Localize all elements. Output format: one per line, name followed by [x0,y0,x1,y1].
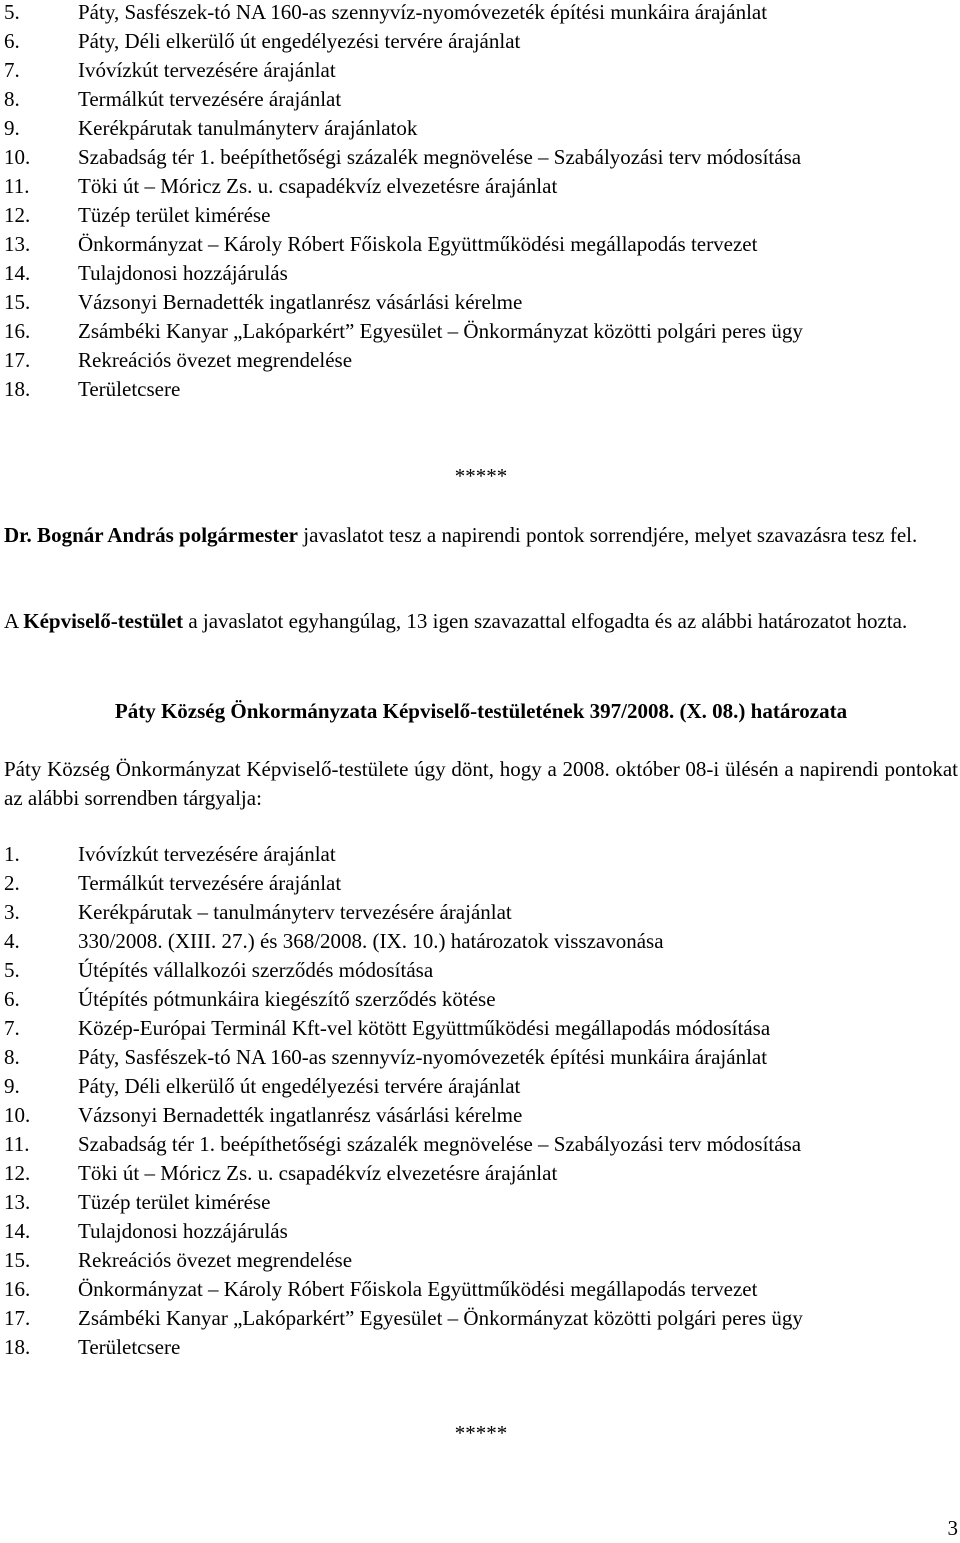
list-item [4,27,958,56]
list-item [4,143,958,172]
list-item [4,1333,958,1362]
list-item-number: 4. [4,929,20,953]
proposal-text: javaslatot tesz a napirendi pontok sorrendjére, melyet szavazásra tesz fel. [298,523,918,547]
list-item [4,288,958,317]
list-item-number: 7. [4,1016,20,1040]
list-item-text: 330/2008. (XIII. 27.) és 368/2008. (IX. 10.) határozatok visszavonása [78,929,664,953]
list-item [4,1043,958,1072]
list-item-number: 17. [4,1306,31,1330]
list-item-number: 16. [4,1277,31,1301]
list-item [4,317,958,346]
list-item-text: Páty, Sasfészek-tó NA 160-as szennyvíz-nyomóvezeték építési munkáira árajánlat [78,0,768,24]
list-item [4,230,958,259]
list-item [4,985,958,1014]
list-item-number: 7. [4,58,20,82]
list-item [4,0,958,27]
vote-prefix: A [4,609,24,633]
list-item [4,1130,958,1159]
list-item-number: 1. [4,842,20,866]
list-item-text: Vázsonyi Bernadették ingatlanrész vásárlási kérelme [78,1103,523,1127]
page-number: 3 [947,1516,958,1540]
list-item-text: Töki út – Móricz Zs. u. csapadékvíz elvezetésre árajánlat [78,174,558,198]
separator-stars-bottom: ***** [454,1421,508,1445]
list-item-number: 9. [4,1074,20,1098]
list-item-text: Páty, Déli elkerülő út engedélyezési tervére árajánlat [78,29,521,53]
list-item [4,1275,958,1304]
list-item [4,346,958,375]
body-name: Képviselő-testület [23,609,184,633]
list-item-number: 10. [4,145,31,169]
list-item-number: 14. [4,261,31,285]
separator-stars: ***** [454,464,508,488]
list-item-text: Ivóvízkút tervezésére árajánlat [78,58,336,82]
list-item-number: 15. [4,290,31,314]
list-item [4,1217,958,1246]
list-item [4,1188,958,1217]
proposal-paragraph [4,521,958,550]
list-item [4,114,958,143]
list-item [4,869,958,898]
list-item-number: 18. [4,1335,31,1359]
list-item [4,1304,958,1333]
list-item-text: Tüzép terület kimérése [78,203,271,227]
list-item-number: 8. [4,1045,20,1069]
list-item [4,172,958,201]
list-item-text: Területcsere [78,1335,181,1359]
list-item-text: Szabadság tér 1. beépíthetőségi százalék megnövelése – Szabályozási terv módosítása [78,145,802,169]
list-item [4,375,958,404]
list-item-text: Önkormányzat – Károly Róbert Főiskola Együttműködési megállapodás tervezet [78,232,758,256]
list-item-text: Vázsonyi Bernadették ingatlanrész vásárlási kérelme [78,290,523,314]
list-item [4,1159,958,1188]
list-item-number: 6. [4,987,20,1011]
list-item-number: 13. [4,232,31,256]
list-item-number: 14. [4,1219,31,1243]
list-item-text: Zsámbéki Kanyar „Lakóparkért” Egyesület – Önkormányzat közötti polgári peres ügy [78,1306,803,1330]
resolution-title: Páty Község Önkormányzata Képviselő-testületének 397/2008. (X. 08.) határozata [114,699,848,723]
list-item-text: Ivóvízkút tervezésére árajánlat [78,842,336,866]
list-item-number: 5. [4,0,20,24]
list-item [4,956,958,985]
list-item-number: 11. [4,1132,30,1156]
list-item-number: 5. [4,958,20,982]
list-item-number: 6. [4,29,20,53]
resolution-paragraph: Páty Község Önkormányzat Képviselő-testülete úgy dönt, hogy a 2008. október 08-i ülésén a napirendi pontokat az alábbi sorrendben tárgyalja: [4,757,958,810]
list-item [4,1246,958,1275]
list-item-number: 11. [4,174,30,198]
list-item [4,898,958,927]
agenda-list-proposed [4,0,958,404]
list-item-text: Zsámbéki Kanyar „Lakóparkért” Egyesület – Önkormányzat közötti polgári peres ügy [78,319,803,343]
list-item [4,927,958,956]
list-item-number: 9. [4,116,20,140]
list-item-number: 12. [4,1161,31,1185]
list-item-text: Kerékpárutak tanulmányterv árajánlatok [78,116,418,140]
list-item [4,840,958,869]
list-item [4,1101,958,1130]
list-item [4,259,958,288]
list-item-text: Szabadság tér 1. beépíthetőségi százalék megnövelése – Szabályozási terv módosítása [78,1132,802,1156]
list-item-text: Termálkút tervezésére árajánlat [78,871,342,895]
list-item-text: Útépítés vállalkozói szerződés módosítása [78,958,434,982]
list-item-text: Rekreációs övezet megrendelése [78,1248,353,1272]
list-item-text: Töki út – Móricz Zs. u. csapadékvíz elvezetésre árajánlat [78,1161,558,1185]
agenda-list-adopted [4,840,958,1362]
list-item-text: Közép-Európai Terminál Kft-vel kötött Együttműködési megállapodás módosítása [78,1016,771,1040]
list-item-number: 17. [4,348,31,372]
list-item-text: Rekreációs övezet megrendelése [78,348,353,372]
list-item [4,201,958,230]
list-item-number: 2. [4,871,20,895]
list-item-number: 16. [4,319,31,343]
list-item [4,56,958,85]
vote-text: a javaslatot egyhangúlag, 13 igen szavazattal elfogadta és az alábbi határozatot hozta. [183,609,908,633]
list-item-number: 8. [4,87,20,111]
list-item-number: 10. [4,1103,31,1127]
list-item-text: Tulajdonosi hozzájárulás [78,261,288,285]
list-item-number: 13. [4,1190,31,1214]
list-item-text: Önkormányzat – Károly Róbert Főiskola Együttműködési megállapodás tervezet [78,1277,758,1301]
list-item-number: 18. [4,377,31,401]
list-item-text: Útépítés pótmunkáira kiegészítő szerződés kötése [78,987,496,1011]
list-item-text: Területcsere [78,377,181,401]
list-item-text: Tüzép terület kimérése [78,1190,271,1214]
list-item [4,85,958,114]
list-item-number: 15. [4,1248,31,1272]
list-item-text: Tulajdonosi hozzájárulás [78,1219,288,1243]
vote-paragraph [4,607,958,636]
list-item-text: Páty, Sasfészek-tó NA 160-as szennyvíz-nyomóvezeték építési munkáira árajánlat [78,1045,768,1069]
list-item-number: 12. [4,203,31,227]
mayor-name: Dr. Bognár András polgármester [4,523,298,547]
list-item-number: 3. [4,900,20,924]
list-item-text: Kerékpárutak – tanulmányterv tervezésére árajánlat [78,900,512,924]
list-item [4,1014,958,1043]
list-item-text: Termálkút tervezésére árajánlat [78,87,342,111]
list-item-text: Páty, Déli elkerülő út engedélyezési tervére árajánlat [78,1074,521,1098]
list-item [4,1072,958,1101]
